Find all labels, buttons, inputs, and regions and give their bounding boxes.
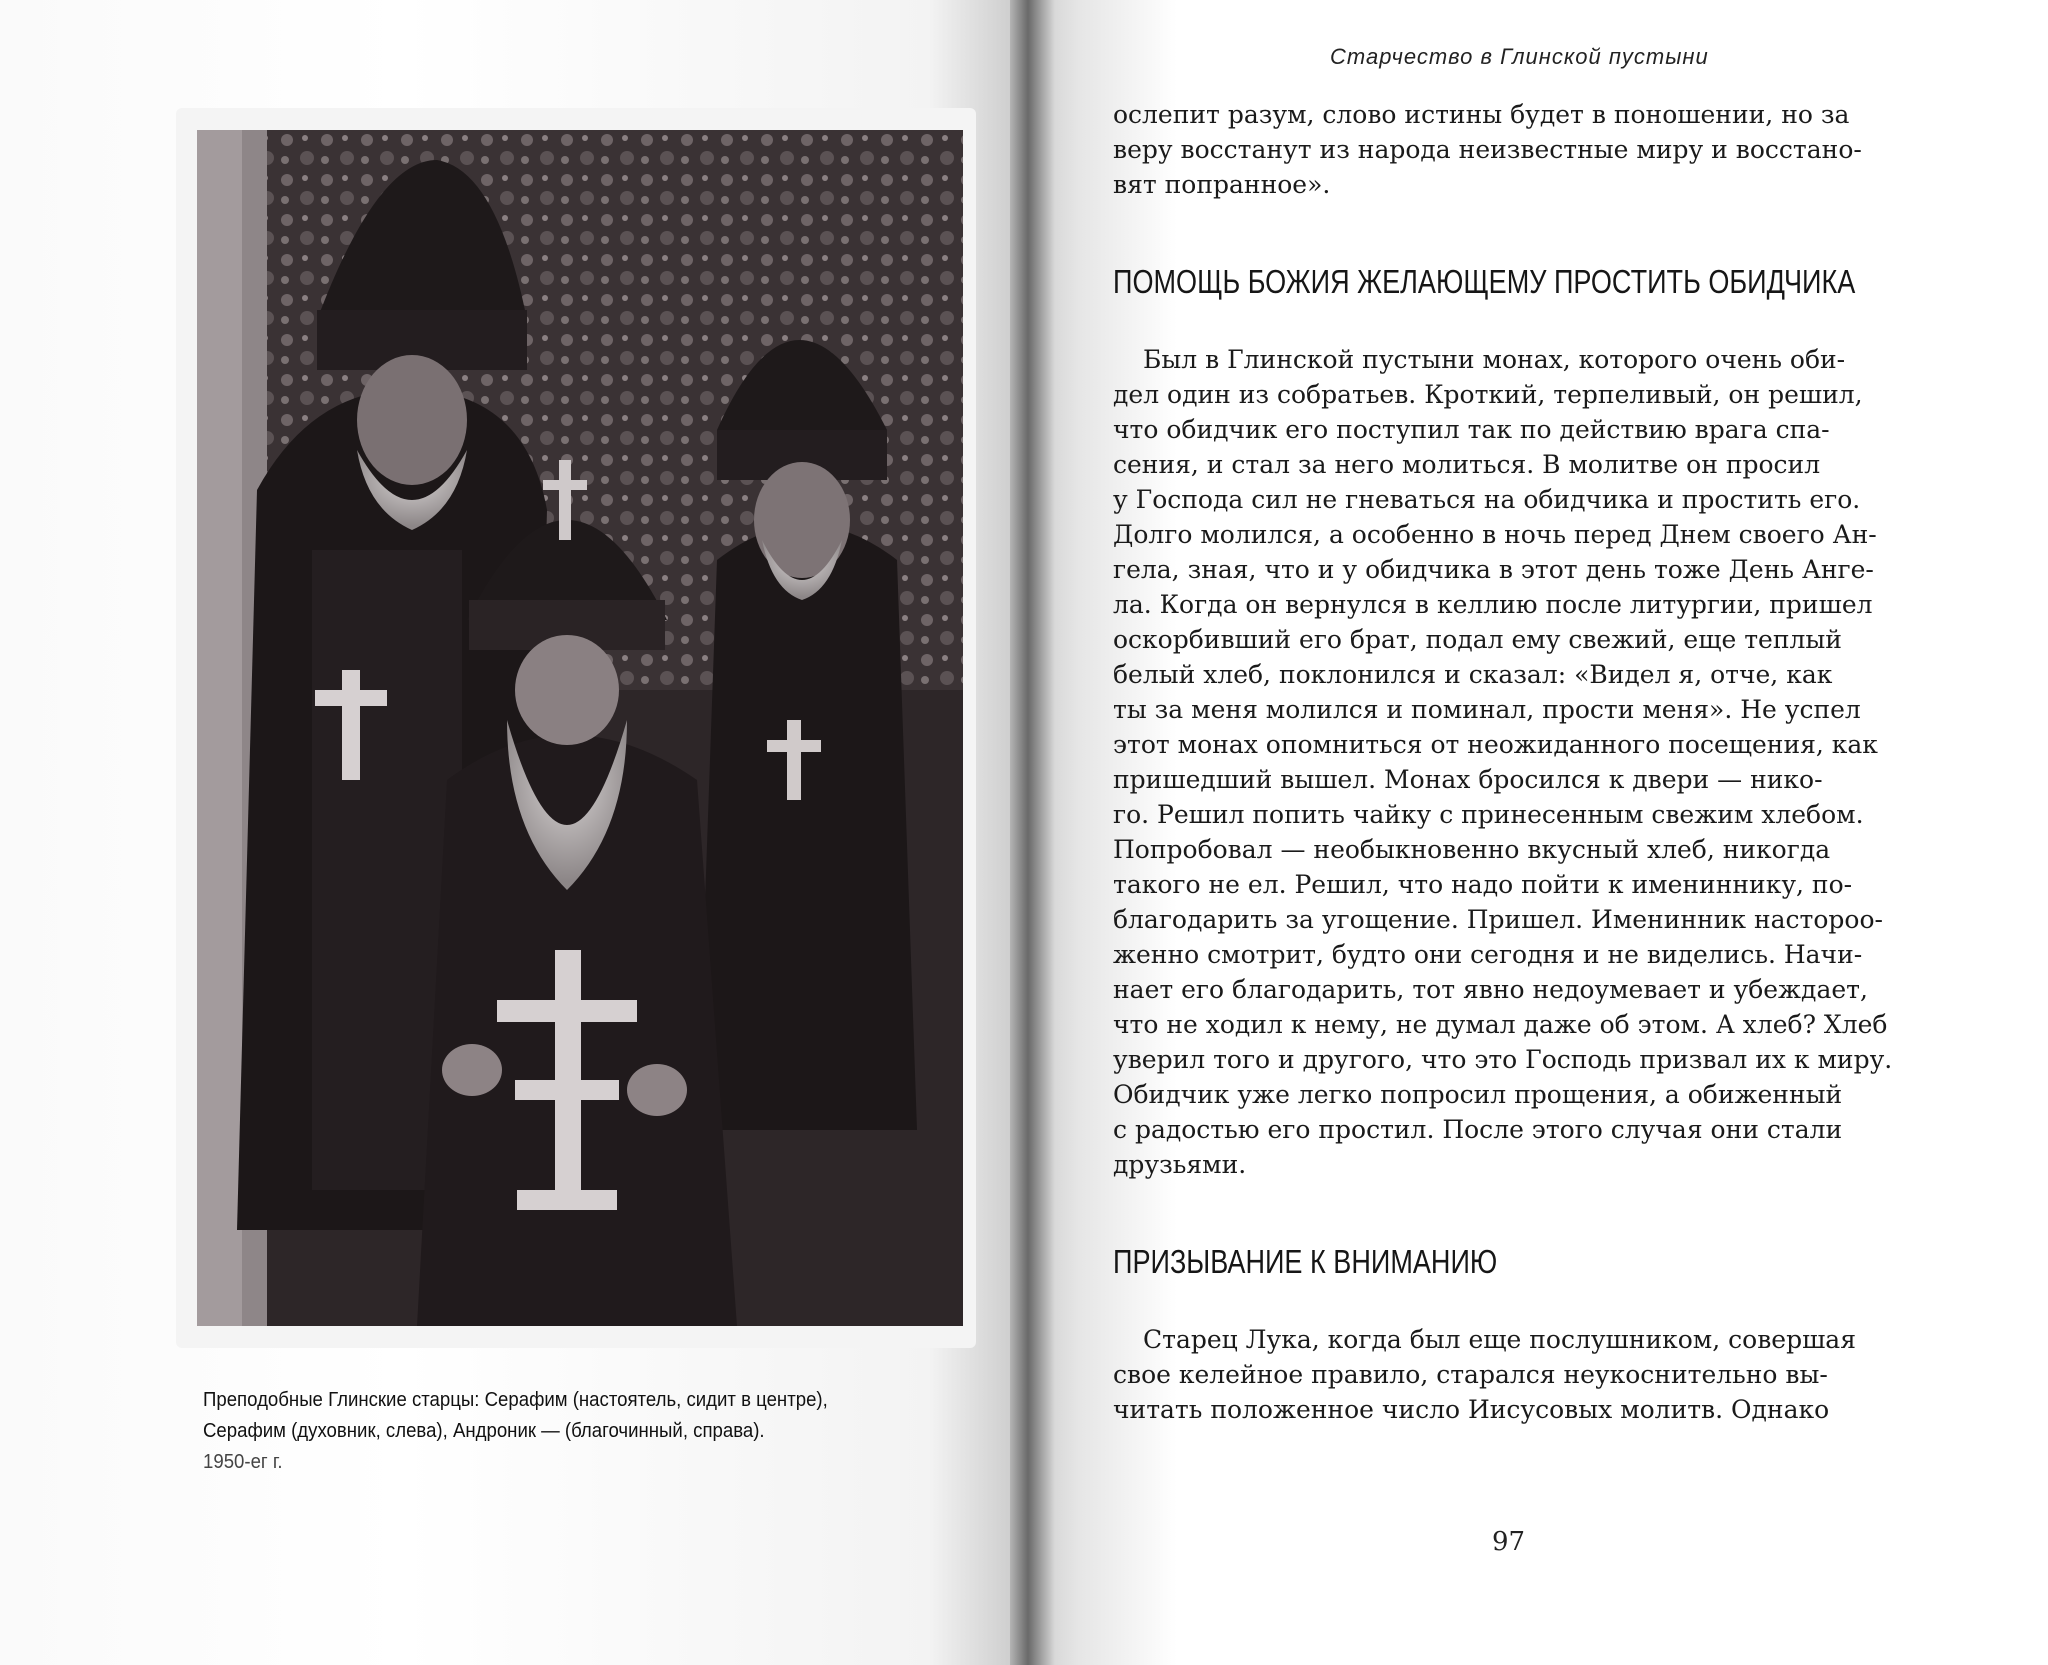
photo-caption xyxy=(203,1385,928,1478)
section-heading: ПРИЗЫВАНИЕ К ВНИМАНИЮ xyxy=(1113,1243,1498,1280)
text-line: сения, и стал за него молиться. В молитве он просил xyxy=(1113,450,1821,479)
section-heading: ПОМОЩЬ БОЖИЯ ЖЕЛАЮЩЕМУ ПРОСТИТЬ ОБИДЧИКА xyxy=(1113,263,1856,300)
text-line: что обидчик его поступил так по действию врага спа- xyxy=(1113,415,1830,444)
text-line: этот монах опомниться от неожиданного посещения, как xyxy=(1113,730,1878,759)
text-line: читать положенное число Иисусовых молитв. Однако xyxy=(1113,1395,1830,1424)
text-line: белый хлеб, поклонился и сказал: «Видел я, отче, как xyxy=(1113,660,1833,689)
photograph-of-three-monks-icon xyxy=(197,130,963,1326)
text-line: дел один из собратьев. Кроткий, терпеливый, он решил, xyxy=(1113,380,1863,409)
text-line: что не ходил к нему, не думал даже об этом. А хлеб? Хлеб xyxy=(1113,1010,1888,1039)
text-line: веру восстанут из народа неизвестные миру и восстано- xyxy=(1113,135,1862,164)
text-line: ла. Когда он вернулся в келлию после литургии, пришел xyxy=(1113,590,1873,619)
text-line: го. Решил попить чайку с принесенным свежим хлебом. xyxy=(1113,800,1864,829)
caption-line-2: Серафим (духовник, слева), Андроник — (благочинный, справа). xyxy=(203,1420,765,1442)
text-line: Долго молился, а особенно в ночь перед Днем своего Ан- xyxy=(1113,520,1877,549)
text-line: у Господа сил не гневаться на обидчика и простить его. xyxy=(1113,485,1861,514)
text-line: уверил того и другого, что это Господь призвал их к миру. xyxy=(1113,1045,1893,1074)
text-line: нает его благодарить, тот явно недоумевает и убеждает, xyxy=(1113,975,1868,1004)
text-line: с радостью его простил. После этого случая они стали xyxy=(1113,1115,1843,1144)
text-line: вят попранное». xyxy=(1113,170,1331,199)
text-line: друзьями. xyxy=(1113,1150,1247,1179)
section2-paragraph xyxy=(1113,1322,1913,1427)
text-line: Обидчик уже легко попросил прощения, а обиженный xyxy=(1113,1080,1843,1109)
caption-year: 1950-ег г. xyxy=(203,1451,283,1473)
text-line: такого не ел. Решил, что надо пойти к имениннику, по- xyxy=(1113,870,1853,899)
text-line: ты за меня молился и поминал, прости меня». Не успел xyxy=(1113,695,1861,724)
page-number: 97 xyxy=(1492,1527,1526,1557)
text-line: оскорбивший его брат, подал ему свежий, еще теплый xyxy=(1113,625,1842,654)
continuation-paragraph xyxy=(1113,97,1913,202)
text-line: благодарить за угощение. Пришел. Именинник настороо- xyxy=(1113,905,1883,934)
monks-photograph xyxy=(197,130,963,1326)
text-line: пришедший вышел. Монах бросился к двери — нико- xyxy=(1113,765,1823,794)
text-line: гела, зная, что и у обидчика в этот день тоже День Анге- xyxy=(1113,555,1874,584)
running-head: Старчество в Глинской пустыни xyxy=(1330,44,1709,69)
caption-line-1: Преподобные Глинские старцы: Серафим (настоятель, сидит в центре), xyxy=(203,1389,828,1411)
text-line: Старец Лука, когда был еще послушником, совершая xyxy=(1143,1325,1856,1354)
text-line: ослепит разум, слово истины будет в поношении, но за xyxy=(1113,100,1850,129)
text-line: женно смотрит, будто они сегодня и не виделись. Начи- xyxy=(1113,940,1863,969)
text-line: Попробовал — необыкновенно вкусный хлеб, никогда xyxy=(1113,835,1831,864)
text-line: свое келейное правило, старался неукоснительно вы- xyxy=(1113,1360,1828,1389)
section1-paragraph xyxy=(1113,342,1913,1182)
text-line: Был в Глинской пустыни монах, которого очень оби- xyxy=(1143,345,1846,374)
body-text xyxy=(1113,97,1913,1427)
